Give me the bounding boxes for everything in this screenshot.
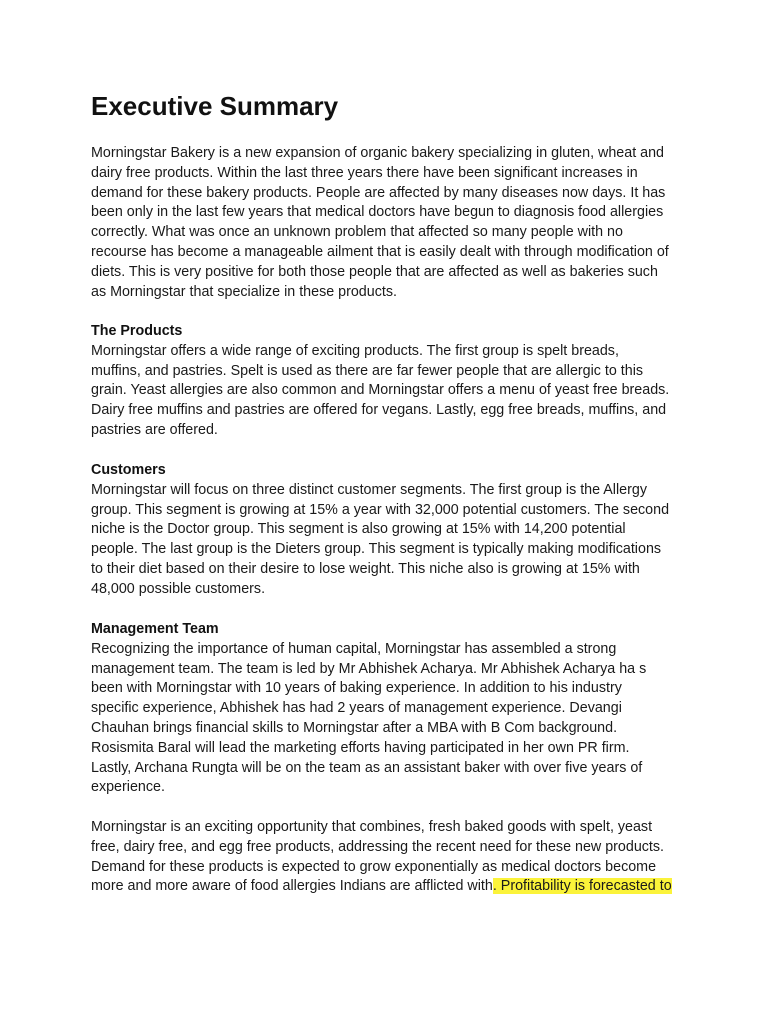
products-line: Dairy free muffins and pastries are offered for vegans. Lastly, egg free breads, muffins, and [91,402,667,419]
management-line: specific experience, Abhishek has had 2 years of management experience. Devangi [91,700,622,717]
intro-line: correctly. What was once an unknown problem that affected so many people with no [91,224,623,241]
intro-line: Morningstar Bakery is a new expansion of organic bakery specializing in gluten, wheat and [91,145,664,161]
intro-line: demand for these bakery products. People are affected by many diseases now days. It has [91,184,666,201]
customers-section [91,461,691,600]
management-line: Recognizing the importance of human capital, Morningstar has assembled a strong [91,640,617,657]
intro-line: recourse has become a manageable ailment that is easily dealt with through modification of [91,243,669,260]
products-line: muffins, and pastries. Spelt is used as there are far fewer people that are allergic to this [91,362,644,379]
products-heading: The Products [91,323,183,339]
management-line: experience. [91,779,165,796]
products-section [91,322,691,441]
conclusion-line: Demand for these products is expected to grow exponentially as medical doctors become [91,858,657,875]
management-line: Lastly, Archana Rungta will be on the team as an assistant baker with over five years of [91,759,643,776]
intro-line: dairy free products. Within the last three years there have been significant increases in [91,164,638,181]
conclusion-paragraph [91,818,691,897]
conclusion-last-line [91,877,691,897]
management-line: Rosismita Baral will lead the marketing efforts having participated in her own PR firm. [91,739,630,756]
customers-line: group. This segment is growing at 15% a year with 32,000 potential customers. The second [91,501,670,518]
intro-line: diets. This is very positive for both those people that are affected as well as bakeries such [91,263,658,280]
management-line: management team. The team is led by Mr Abhishek Acharya. Mr Abhishek Acharya ha s [91,660,647,677]
customers-line: 48,000 possible customers. [91,580,266,597]
conclusion-line: free, dairy free, and egg free products, addressing the recent need for these new products. [91,838,665,855]
intro-line: as Morningstar that specialize in these products. [91,283,397,300]
products-line: grain. Yeast allergies are also common and Morningstar offers a menu of yeast free breads. [91,382,670,399]
conclusion-line: Morningstar is an exciting opportunity that combines, fresh baked goods with spelt, yeast [91,819,653,835]
customers-line: to their diet based on their desire to lose weight. This niche also is growing at 15% with [91,560,640,577]
customers-line: people. The last group is the Dieters group. This segment is typically making modifications [91,541,662,558]
customers-line: Morningstar will focus on three distinct customer segments. The first group is the Allergy [91,481,647,498]
intro-paragraph [91,144,691,302]
customers-line: niche is the Doctor group. This segment is also growing at 15% with 14,200 potential [91,521,626,538]
management-line: Chauhan brings financial skills to Morningstar after a MBA with B Com background. [91,719,618,736]
conclusion-last-line-text: more and more aware of food allergies Indians are afflicted with [91,878,493,895]
products-line: pastries are offered. [91,421,218,438]
management-heading: Management Team [91,621,219,637]
intro-line: been only in the last few years that medical doctors have begun to diagnosis food allergies [91,204,664,221]
highlighted-text: . Profitability is forecasted to [492,878,672,895]
customers-heading: Customers [91,462,166,478]
document-title: Executive Summary [91,91,339,121]
management-line: been with Morningstar with 10 years of baking experience. In addition to his industry [91,680,622,697]
management-section [91,620,691,798]
products-line: Morningstar offers a wide range of exciting products. The first group is spelt breads, [91,342,619,359]
